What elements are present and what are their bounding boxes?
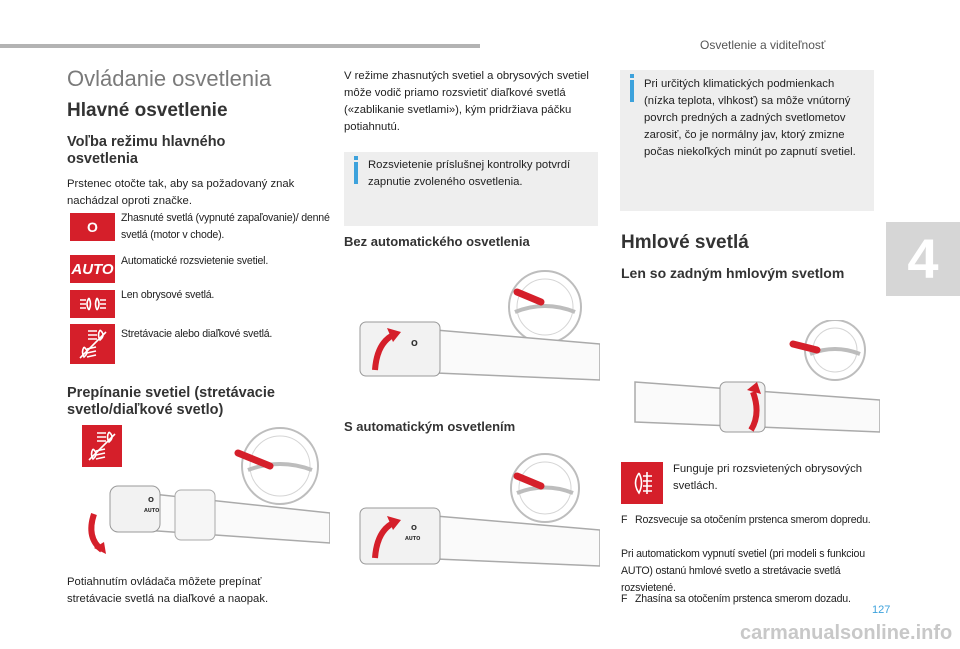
middle-info-box <box>344 152 598 226</box>
bullet-icon: F <box>621 514 628 526</box>
fog-subtitle: Len so zadným hmlovým svetlom <box>621 265 845 281</box>
auto-mode-icon: AUTO <box>70 255 115 283</box>
mode-intro: Prstenec otočte tak, aby sa požadovaný znak nachádzal oproti značke. <box>67 178 295 207</box>
svg-text:O: O <box>411 339 418 348</box>
flash-intro: V režime zhasnutých svetiel a obrysových svetiel môže vodič priamo rozsvietiť diaľkové svetlá («zablikanie svetlami»), kým pridržiava páčku potiahnutú. <box>344 70 589 133</box>
fog-stalk-diagram <box>625 320 880 445</box>
mode-off-text: Zhasnuté svetlá (vypnuté zapaľovanie)/ denné svetlá (motor v chode). <box>121 212 330 241</box>
middle-info-text: Rozsvietenie príslušnej kontrolky potvrdí zapnutie zvoleného osvetlenia. <box>368 159 571 188</box>
fog-note: Pri automatickom vypnutí svetiel (pri modeli s funkciou AUTO) ostanú hmlové svetlo a stretávacie svetlá rozsvietené. <box>621 548 865 594</box>
bullet-icon: F <box>621 593 628 605</box>
switch-text: Potiahnutím ovládača môžete prepínať stretávacie svetlá na diaľkové a naopak. <box>67 576 269 605</box>
fog-title: Hmlové svetlá <box>621 232 749 253</box>
beam-stalk-diagram <box>80 418 330 558</box>
svg-text:O: O <box>148 496 154 504</box>
chapter-tab <box>886 222 960 296</box>
switch-heading: Prepínanie svetiel (stretávacie svetlo/diaľkové svetlo) <box>67 385 275 418</box>
section-title: Hlavné osvetlenie <box>67 100 228 121</box>
auto-heading: S automatickým osvetlením <box>344 419 516 434</box>
info-icon <box>354 162 358 184</box>
fog-step-off <box>621 591 871 608</box>
no-auto-diagram <box>345 262 600 402</box>
step-off-text: Zhasína sa otočením prstenca smerom dozadu. <box>635 593 851 605</box>
header-rule <box>0 44 480 48</box>
mode-heading: Voľba režimu hlavného osvetlenia <box>67 134 226 167</box>
mode-headlights-text: Stretávacie alebo diaľkové svetlá. <box>121 328 273 340</box>
svg-text:AUTO: AUTO <box>144 508 160 514</box>
page-title: Ovládanie osvetlenia <box>67 66 272 91</box>
mode-position-text: Len obrysové svetlá. <box>121 289 215 301</box>
info-icon <box>630 80 634 102</box>
mode-auto-text: Automatické rozsvietenie svetiel. <box>121 255 269 267</box>
watermark: carmanualsonline.info <box>740 622 953 644</box>
headlights-icon <box>70 324 115 364</box>
off-mode-icon: O <box>70 213 115 241</box>
fog-mode-text: Funguje pri rozsvietených obrysových svetlách. <box>673 463 862 492</box>
svg-text:O: O <box>411 524 417 532</box>
right-info-box <box>620 70 874 211</box>
page-number: 127 <box>872 604 891 616</box>
chapter-number: 4 <box>907 227 939 290</box>
svg-text:AUTO: AUTO <box>405 536 421 542</box>
step-on-text: Rozsvecuje sa otočením prstenca smerom dopredu. <box>635 514 871 526</box>
auto-diagram <box>345 448 600 583</box>
fog-step-on <box>621 512 871 529</box>
position-lights-icon <box>70 290 115 318</box>
no-auto-heading: Bez automatického osvetlenia <box>344 234 530 249</box>
rear-fog-icon <box>621 462 663 504</box>
section-header: Osvetlenie a viditeľnosť <box>700 38 826 52</box>
right-info-text: Pri určitých klimatických podmienkach (nízka teplota, vlhkosť) sa môže vnútorný povrch predných a zadných svetlometov zarosiť, čo je normálny jav, ktorý zmizne počas niekoľkých minút po zapnutí svetiel. <box>644 78 856 158</box>
